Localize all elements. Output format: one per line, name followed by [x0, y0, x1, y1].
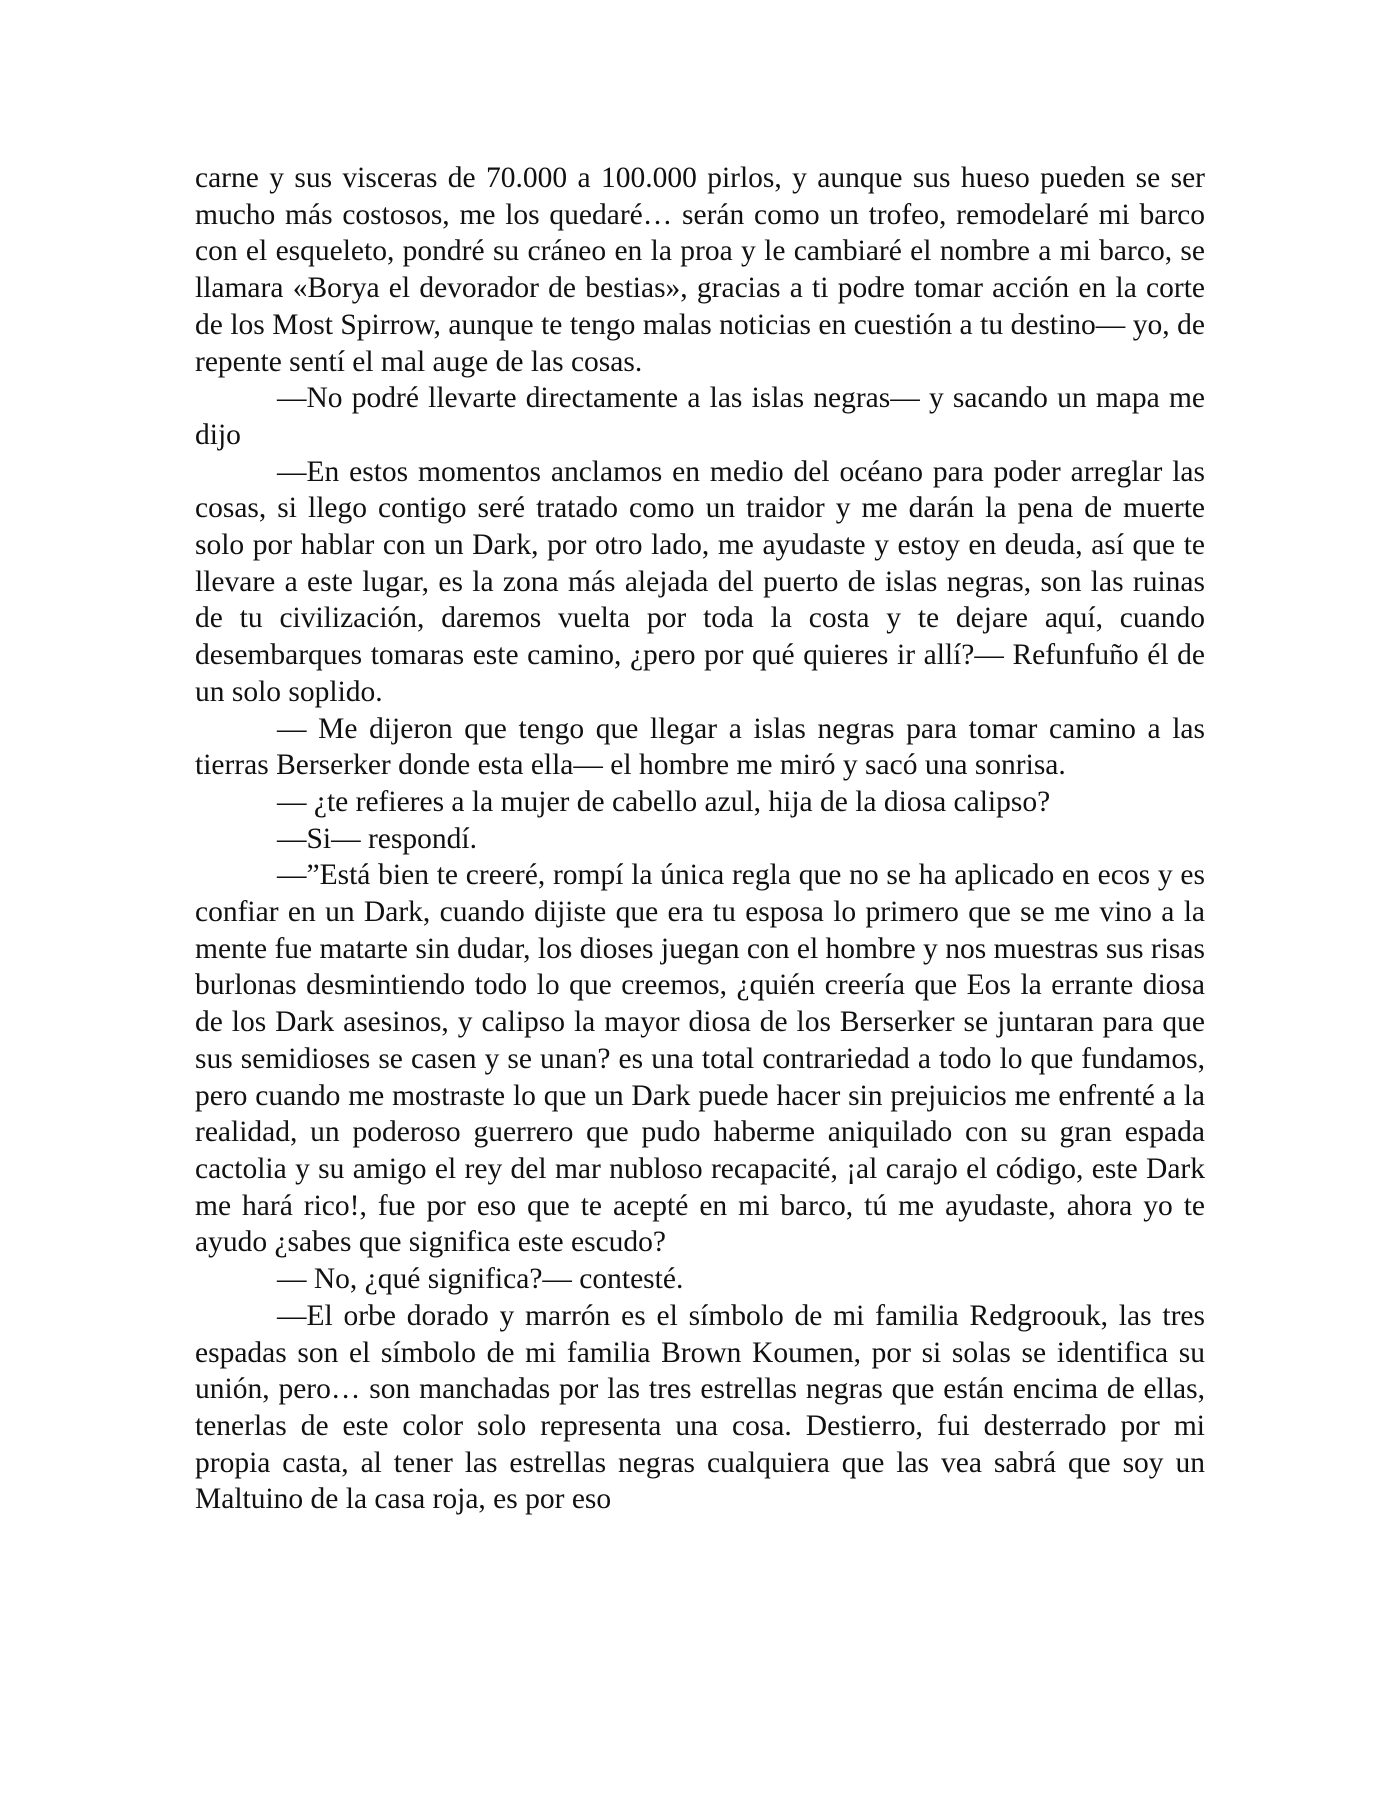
paragraph-dialogue: —El orbe dorado y marrón es el símbolo de mi familia Redgroouk, las tres espadas son el símbolo de mi familia Brown Koumen, por si solas se identifica su unión, pero… son manchadas por las tres estrellas negras que están encima de ellas, tenerlas de este color solo representa una cosa. Destierro, fui desterrado por mi propia casta, al tener las estrellas negras cualquiera que las vea sabrá que soy un Maltuino de la casa roja, es por eso	[195, 1299, 1205, 1516]
paragraph-dialogue: —En estos momentos anclamos en medio del océano para poder arreglar las cosas, si llego contigo seré tratado como un traidor y me darán la pena de muerte solo por hablar con un Dark, por otro lado, me ayudaste y estoy en deuda, así que te llevare a este lugar, es la zona más alejada del puerto de islas negras, son las ruinas de tu civilización, daremos vuelta por toda la costa y te dejare aquí, cuando desembarques tomaras este camino, ¿pero por qué quieres ir allí?— Refunfuño él de un solo soplido.	[195, 455, 1205, 708]
paragraph-dialogue: — No, ¿qué significa?— contesté.	[277, 1263, 684, 1296]
paragraph-dialogue: —No podré llevarte directamente a las islas negras— y sacando un mapa me dijo	[195, 382, 1205, 451]
document-page	[195, 160, 1205, 1518]
paragraph-dialogue: — Me dijeron que tengo que llegar a islas negras para tomar camino a las tierras Berserker donde esta ella— el hombre me miró y sacó una sonrisa.	[195, 712, 1205, 782]
paragraph-dialogue: —”Está bien te creeré, rompí la única regla que no se ha aplicado en ecos y es confiar en un Dark, cuando dijiste que era tu esposa lo primero que se me vino a la mente fue matarte sin dudar, los dioses juegan con el hombre y nos muestras sus risas burlonas desmintiendo todo lo que creemos, ¿quién creería que Eos la errante diosa de los Dark asesinos, y calipso la mayor diosa de los Berserker se juntaran para que sus semidioses se casen y se unan? es una total contrariedad a todo lo que fundamos, pero cuando me mostraste lo que un Dark puede hacer sin prejuicios me enfrenté a la realidad, un poderoso guerrero que pudo haberme aniquilado con su gran espada cactolia y su amigo el rey del mar nubloso recapacité, ¡al carajo el código, este Dark me hará rico!, fue por eso que te acepté en mi barco, tú me ayudaste, ahora yo te ayudo ¿sabes que significa este escudo?	[195, 859, 1205, 1259]
paragraph-dialogue: — ¿te refieres a la mujer de cabello azul, hija de la diosa calipso?	[277, 785, 1051, 818]
paragraph-opening: carne y sus visceras de 70.000 a 100.000 pirlos, y aunque sus hueso pueden se ser mucho más costosos, me los quedaré… serán como un trofeo, remodelaré mi barco con el esqueleto, pondré su cráneo en la proa y le cambiaré el nombre a mi barco, se llamara «Borya el devorador de bestias», gracias a ti podre tomar acción en la corte de los Most Spirrow, aunque te tengo malas noticias en cuestión a tu destino— yo, de repente sentí el mal auge de las cosas.	[195, 162, 1205, 378]
paragraph-dialogue: —Si— respondí.	[277, 822, 477, 855]
